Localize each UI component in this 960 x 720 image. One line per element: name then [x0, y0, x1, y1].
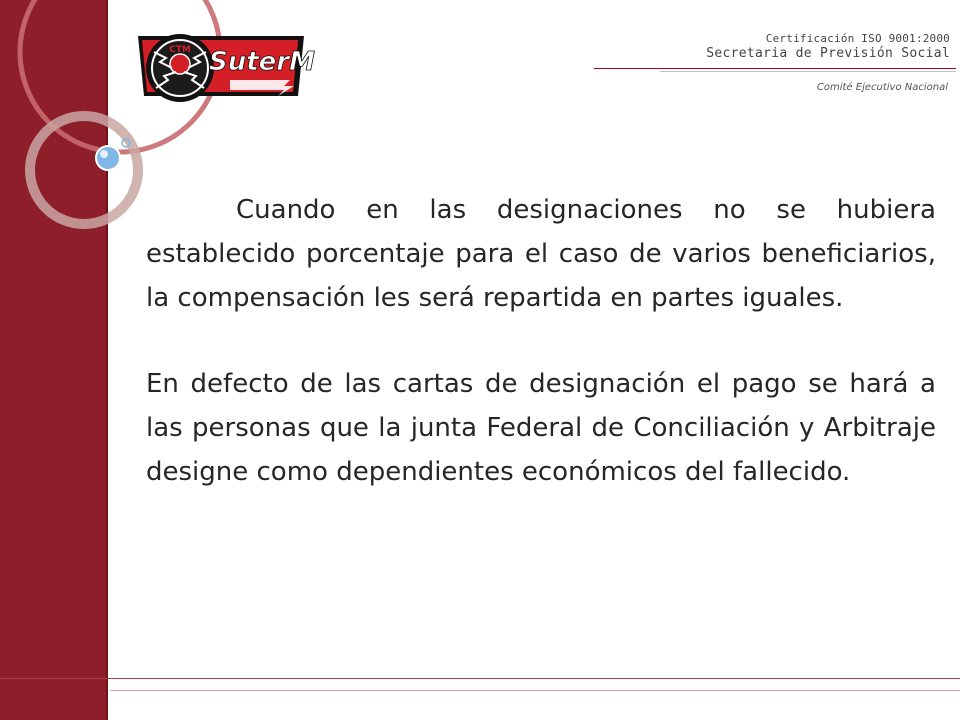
- slide-body: [146, 188, 936, 494]
- suterm-logo: [138, 22, 315, 122]
- svg-text:CTM: CTM: [169, 45, 191, 55]
- paragraph-payment: En defecto de las cartas de designación el pago se hará a las personas que la junta Federal de Conciliación y Arbitraje designe como dependientes económicos del fallecido.: [146, 369, 936, 487]
- paragraph-beneficiaries: Cuando en las designaciones no se hubiera establecido porcentaje para el caso de varios beneficiarios, la compensación les será repartida en partes iguales.: [146, 195, 936, 313]
- footer-divider-secondary: [110, 690, 960, 691]
- department-title: Secretaria de Previsión Social: [706, 46, 950, 61]
- left-sidebar: [0, 0, 106, 720]
- certification-text: Certificación ISO 9001:2000: [765, 32, 950, 45]
- committee-text: Comité Ejecutivo Nacional: [816, 82, 948, 93]
- logo-wordmark: SuterM: [209, 47, 315, 77]
- header-divider: [594, 68, 956, 69]
- footer-divider: [0, 678, 960, 679]
- header-divider-secondary: [660, 71, 956, 72]
- sidebar-edge: [106, 0, 108, 720]
- header-info: [570, 32, 950, 62]
